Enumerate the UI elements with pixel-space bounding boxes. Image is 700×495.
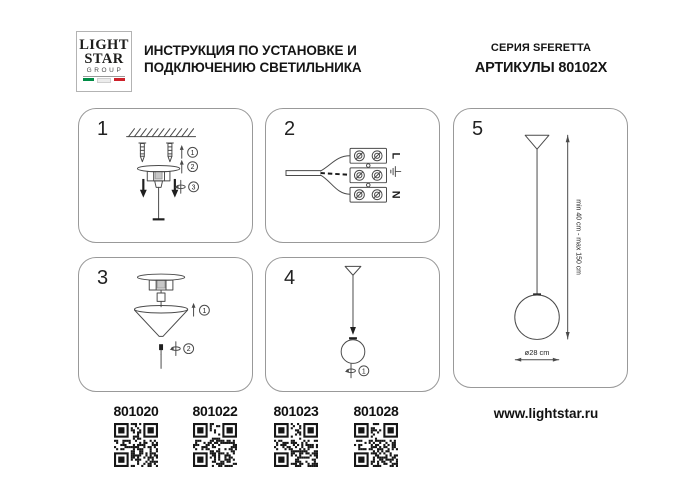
ceiling-hatch-icon [127,129,196,137]
step-3-number: 3 [97,267,109,289]
italian-flag-icon [83,76,125,83]
cone-canopy [345,266,361,275]
product-code: 801022 [192,403,238,419]
step-2-number: 2 [284,118,296,140]
anchor-screw-icon [166,143,173,162]
article-numbers: АРТИКУЛЫ 80102X [474,60,608,76]
logo-word-light: LIGHT [79,37,129,53]
step-5-panel [453,108,628,388]
product-801023 [261,403,331,472]
down-arrow-icon [140,179,147,198]
qr-code [274,423,318,467]
step-1-diagram [79,109,252,242]
ground-symbol-icon [391,167,401,177]
product-801022 [180,403,250,472]
step-3-diagram [79,258,252,391]
cone-shade [134,305,187,336]
glass-sphere [515,295,559,339]
svg-text:3: 3 [191,184,196,192]
series-block [448,42,634,76]
svg-text:2: 2 [186,346,191,354]
step-4-number: 4 [284,267,296,289]
website-url: www.lightstar.ru [493,406,599,421]
product-code: 801020 [113,403,159,419]
product-801028 [341,403,411,472]
step-4-panel [265,257,440,392]
screw-icon [159,344,163,354]
step-marker-1 [192,303,210,316]
svg-text:1: 1 [202,307,207,315]
lightstar-logo [76,31,132,92]
step-marker-1 [359,366,369,376]
cord-connector [157,293,165,301]
diameter-label: ø28 cm [524,347,550,357]
product-801020 [101,403,171,472]
anchor-screw-icon [139,143,146,162]
height-label: min 40 cm - max 150 cm [574,199,582,275]
wire-ground [320,173,350,175]
step-5-number: 5 [472,118,484,140]
qr-code [354,423,398,467]
canopy-plate [137,274,184,290]
down-arrow-icon [350,327,356,335]
page-title-line2: ПОДКЛЮЧЕНИЮ СВЕТИЛЬНИКА [144,60,362,75]
page-title-line1: ИНСТРУКЦИЯ ПО УСТАНОВКЕ И [144,43,357,58]
series-name: СЕРИЯ SFERETTA [490,42,592,54]
step-1-number: 1 [97,118,109,140]
logo-word-group: GROUP [86,67,124,74]
step-5-diagram [454,109,627,387]
svg-text:2: 2 [190,164,195,172]
page-title [144,42,361,76]
terminal-block [350,148,386,202]
step-marker-2 [184,344,194,354]
svg-text:1: 1 [190,149,195,157]
logo-word-star: STAR [84,50,124,67]
step-marker-3 [189,182,199,192]
cone-canopy [525,135,549,149]
glass-sphere [341,340,365,364]
step-marker-1 [180,145,198,158]
product-code: 801023 [273,403,319,419]
step-2-panel [265,108,440,243]
qr-code [114,423,158,467]
step-3-panel [78,257,253,392]
step-2-diagram [266,109,439,242]
product-code: 801028 [353,403,399,419]
qr-code [193,423,237,467]
screw-turn-icon [345,364,356,378]
screw-turn-icon [170,342,181,356]
power-cable [286,171,320,176]
svg-text:1: 1 [361,368,366,376]
wire-line [320,156,350,171]
height-dimension [566,135,582,339]
step-4-diagram [266,258,439,391]
step-1-panel [78,108,253,243]
diameter-dimension [515,348,558,362]
step-marker-2 [180,160,198,173]
terminal-label-line: L [389,152,402,160]
terminal-label-neutral: N [389,190,402,199]
wire-neutral [320,175,350,194]
